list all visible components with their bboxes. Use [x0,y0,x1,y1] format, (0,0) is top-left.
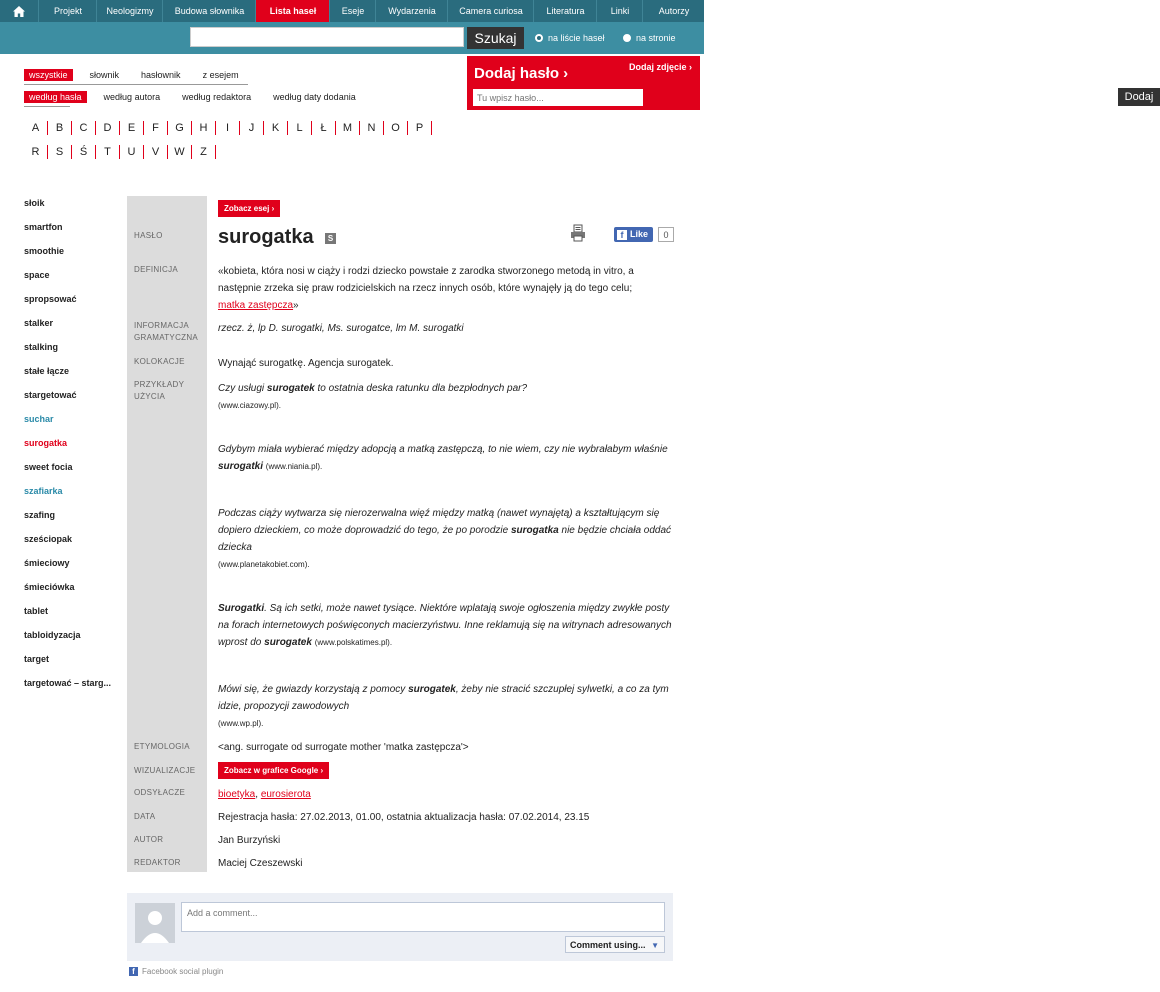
letter-link[interactable]: V [144,145,168,159]
add-photo-link[interactable]: Dodaj zdjęcie › [628,62,692,72]
sidebar-item[interactable]: słoik [24,198,45,208]
add-word-title[interactable]: Dodaj hasło › [474,65,569,82]
example-2: Gdybym miała wybierać między adopcją a matką zastępczą, to nie wiem, czy nie wybrałabym właśnie surogatki (www.niania.pl). [218,444,668,472]
example-5: Mówi się, że gwiazdy korzystają z pomocy surogatek, żeby nie stracić szczupłej sylwetki, a co za tym idzie, propozycji zawodowych (www.wp.pl). [218,684,669,728]
search-band [0,22,704,54]
label-odsylacze: ODSYŁACZE [134,788,186,797]
comment-using-dropdown[interactable]: Comment using... ▼ [565,936,665,953]
dictionary-badge: S [325,233,336,244]
label-definicja: DEFINICJA [134,265,179,274]
nav-camera-curiosa[interactable]: Camera curiosa [447,0,534,22]
example-5-source: (www.wp.pl). [218,719,264,728]
entry-date: Rejestracja hasła: 27.02.2013, 01.00, ostatnia aktualizacja hasła: 07.02.2014, 23.15 [218,812,590,823]
radio-on-list-dot[interactable] [535,34,543,42]
letter-link[interactable]: E [120,121,144,135]
nav-eseje[interactable]: Eseje [329,0,376,22]
facebook-like-button[interactable] [614,227,653,242]
facebook-plugin-label: Facebook social plugin [142,967,224,976]
word-list-sidebar [24,196,124,700]
sidebar-item[interactable]: stałe łącze [24,366,70,376]
nav-wydarzenia[interactable]: Wydarzenia [375,0,448,22]
filter-type-row [24,69,256,81]
entry-definition: «kobieta, która nosi w ciąży i rodzi dziecko powstałe z zarodka stworzonego metodą in vitro, a następnie zrzeka się praw rodzicielskich na rzecz innych osób, które wynajęły ją do tego celu; matka zastępcza» [218,266,634,311]
letter-link[interactable]: S [48,145,72,159]
top-navigation [0,0,704,22]
letter-link[interactable]: F [144,121,168,135]
add-word-input[interactable] [473,89,643,106]
see-essay-button[interactable]: Zobacz esej › [218,200,280,217]
letter-link[interactable]: K [264,121,288,135]
letter-link[interactable]: O [384,121,408,135]
letter-link[interactable]: G [168,121,192,135]
filter-sort-row [24,91,373,103]
facebook-like-count: 0 [658,227,674,242]
nav-autorzy[interactable]: Autorzy [642,0,705,22]
chevron-down-icon: ▼ [651,941,659,950]
letter-link[interactable]: T [96,145,120,159]
entry-references: bioetyka, eurosierota [218,789,311,800]
avatar [135,903,175,943]
letter-link[interactable]: L [288,121,312,135]
ref-link-bioetyka[interactable]: bioetyka [218,789,256,800]
entry-headword: surogatka [218,226,314,248]
alphabet-row-1 [24,121,432,135]
example-1: Czy usługi surogatek to ostatnia deska ratunku dla bezpłodnych par? (www.ciazowy.pl). [218,383,528,410]
letter-link[interactable]: P [408,121,432,135]
definition-link-matka-zastepcza[interactable]: matka zastępcza [218,300,294,311]
sidebar-item[interactable]: targetować – starg... [24,678,112,688]
radio-on-list-label: na liście haseł [548,33,605,43]
filter-wszystkie[interactable]: wszystkie [24,69,73,81]
radio-on-page[interactable] [623,33,676,43]
sort-wedlug-daty[interactable]: według daty dodania [273,92,356,102]
sidebar-item[interactable]: space [24,270,50,280]
sidebar-item[interactable]: suchar [24,414,54,424]
home-icon[interactable] [0,0,38,22]
letter-link[interactable]: R [24,145,48,159]
label-kolokacje: KOLOKACJE [134,357,185,366]
add-word-button[interactable]: Dodaj [1118,88,1160,106]
example-3-source: (www.planetakobiet.com). [218,560,310,569]
entry-editor: Maciej Czeszewski [218,858,303,869]
sidebar-item[interactable]: śmieciówka [24,582,75,592]
letter-link[interactable]: B [48,121,72,135]
letter-link[interactable]: C [72,121,96,135]
sidebar-item[interactable]: stalking [24,342,59,352]
sidebar-item[interactable]: sweet focia [24,462,73,472]
facebook-icon: f [129,967,138,976]
example-1-source: (www.ciazowy.pl). [218,401,281,410]
letter-link[interactable]: A [24,121,48,135]
letter-link[interactable]: J [240,121,264,135]
sidebar-item[interactable]: smartfon [24,222,63,232]
example-2-source: (www.niania.pl). [265,462,323,471]
letter-link[interactable]: Ś [72,145,96,159]
entry-collocations: Wynająć surogatkę. Agencja surogatek. [218,358,394,369]
sort-divider [24,106,70,107]
sidebar-item[interactable]: target [24,654,50,664]
sidebar-item[interactable]: tablet [24,606,49,616]
entry-etymology: <ang. surrogate od surrogate mother 'matka zastępcza'> [218,742,469,753]
label-redaktor: REDAKTOR [134,858,181,867]
label-etymologia: ETYMOLOGIA [134,742,190,751]
label-autor: AUTOR [134,835,164,844]
letter-link[interactable]: H [192,121,216,135]
label-data: DATA [134,812,156,821]
facebook-plugin-footer [129,967,223,976]
example-3: Podczas ciąży wytwarza się nierozerwalna więź między matką (nawet wynajętą) a kształtującym się dopiero dzieckiem, co może doprowadzić do tego, że po porodzie surogatka nie będzie chciała oddać dziecka (www.planetakobiet.com). [218,508,672,569]
facebook-icon: f [617,230,627,240]
letter-link[interactable]: N [360,121,384,135]
google-images-button[interactable]: Zobacz w grafice Google › [218,762,329,779]
entry-author: Jan Burzyński [218,835,281,846]
sidebar-item[interactable]: śmieciowy [24,558,70,568]
sort-wedlug-autora[interactable]: według autora [103,92,161,102]
radio-on-list[interactable] [535,33,605,43]
nav-literatura[interactable]: Literatura [533,0,597,22]
nav-projekt[interactable]: Projekt [38,0,97,22]
facebook-like-label: Like [630,229,649,239]
sidebar-item[interactable]: spropsować [24,294,77,304]
filter-z-esejem[interactable]: z esejem [202,70,239,80]
letter-link[interactable]: M [336,121,360,135]
letter-link[interactable]: Z [192,145,216,159]
filter-slownik[interactable]: słownik [89,70,120,80]
search-button[interactable]: Szukaj [467,27,524,49]
ref-link-eurosierota[interactable]: eurosierota [260,789,311,800]
alphabet-row-2 [24,145,216,159]
label-info-gramatyczna: INFORMACJA GRAMATYCZNA [134,321,199,342]
sidebar-item[interactable]: sześciopak [24,534,73,544]
nav-budowa-slownika[interactable]: Budowa słownika [162,0,256,22]
search-input[interactable] [190,27,464,47]
comments-box [127,893,673,961]
sidebar-item[interactable]: stalker [24,318,54,328]
label-haslo: HASŁO [134,231,163,240]
letter-link[interactable]: Ł [312,121,336,135]
sidebar-item-current[interactable]: surogatka [24,438,68,448]
radio-on-page-dot[interactable] [623,34,631,42]
filter-divider [24,84,248,85]
letter-link[interactable]: D [96,121,120,135]
letter-link[interactable]: I [216,121,240,135]
nav-lista-hasel[interactable]: Lista haseł [255,0,330,22]
sidebar-item[interactable]: tabloidyzacja [24,630,81,640]
add-word-box [467,56,1154,110]
sidebar-item[interactable]: stargetować [24,390,77,400]
filter-haslownik[interactable]: hasłownik [141,70,181,80]
sort-wedlug-redaktora[interactable]: według redaktora [182,92,252,102]
nav-neologizmy[interactable]: Neologizmy [96,0,163,22]
label-wizualizacje: WIZUALIZACJE [134,766,196,775]
print-icon[interactable] [570,224,586,242]
letter-link[interactable]: U [120,145,144,159]
sort-wedlug-hasla[interactable]: według hasła [24,91,87,103]
radio-on-page-label: na stronie [636,33,676,43]
label-przyklady: PRZYKŁADY UŻYCIA [134,380,185,401]
entry-grammar: rzecz. ż, lp D. surogatki, Ms. surogatce, lm M. surogatki [218,323,464,334]
sidebar-item[interactable]: szafiarka [24,486,63,496]
example-4-source: (www.polskatimes.pl). [314,638,393,647]
nav-linki[interactable]: Linki [596,0,643,22]
comment-input[interactable]: Add a comment... [181,902,665,932]
example-4: Surogatki. Są ich setki, może nawet tysiące. Niektóre wplatają swoje ogłoszenia między zwykłe posty na forach internetowych poświęconych macierzyństwu. Inne reklamują się na witrynach adresowanych wprost do surogatek (www.polskatimes.pl). [218,603,672,648]
letter-link[interactable]: W [168,145,192,159]
sidebar-item[interactable]: smoothie [24,246,65,256]
sidebar-item[interactable]: szafing [24,510,56,520]
